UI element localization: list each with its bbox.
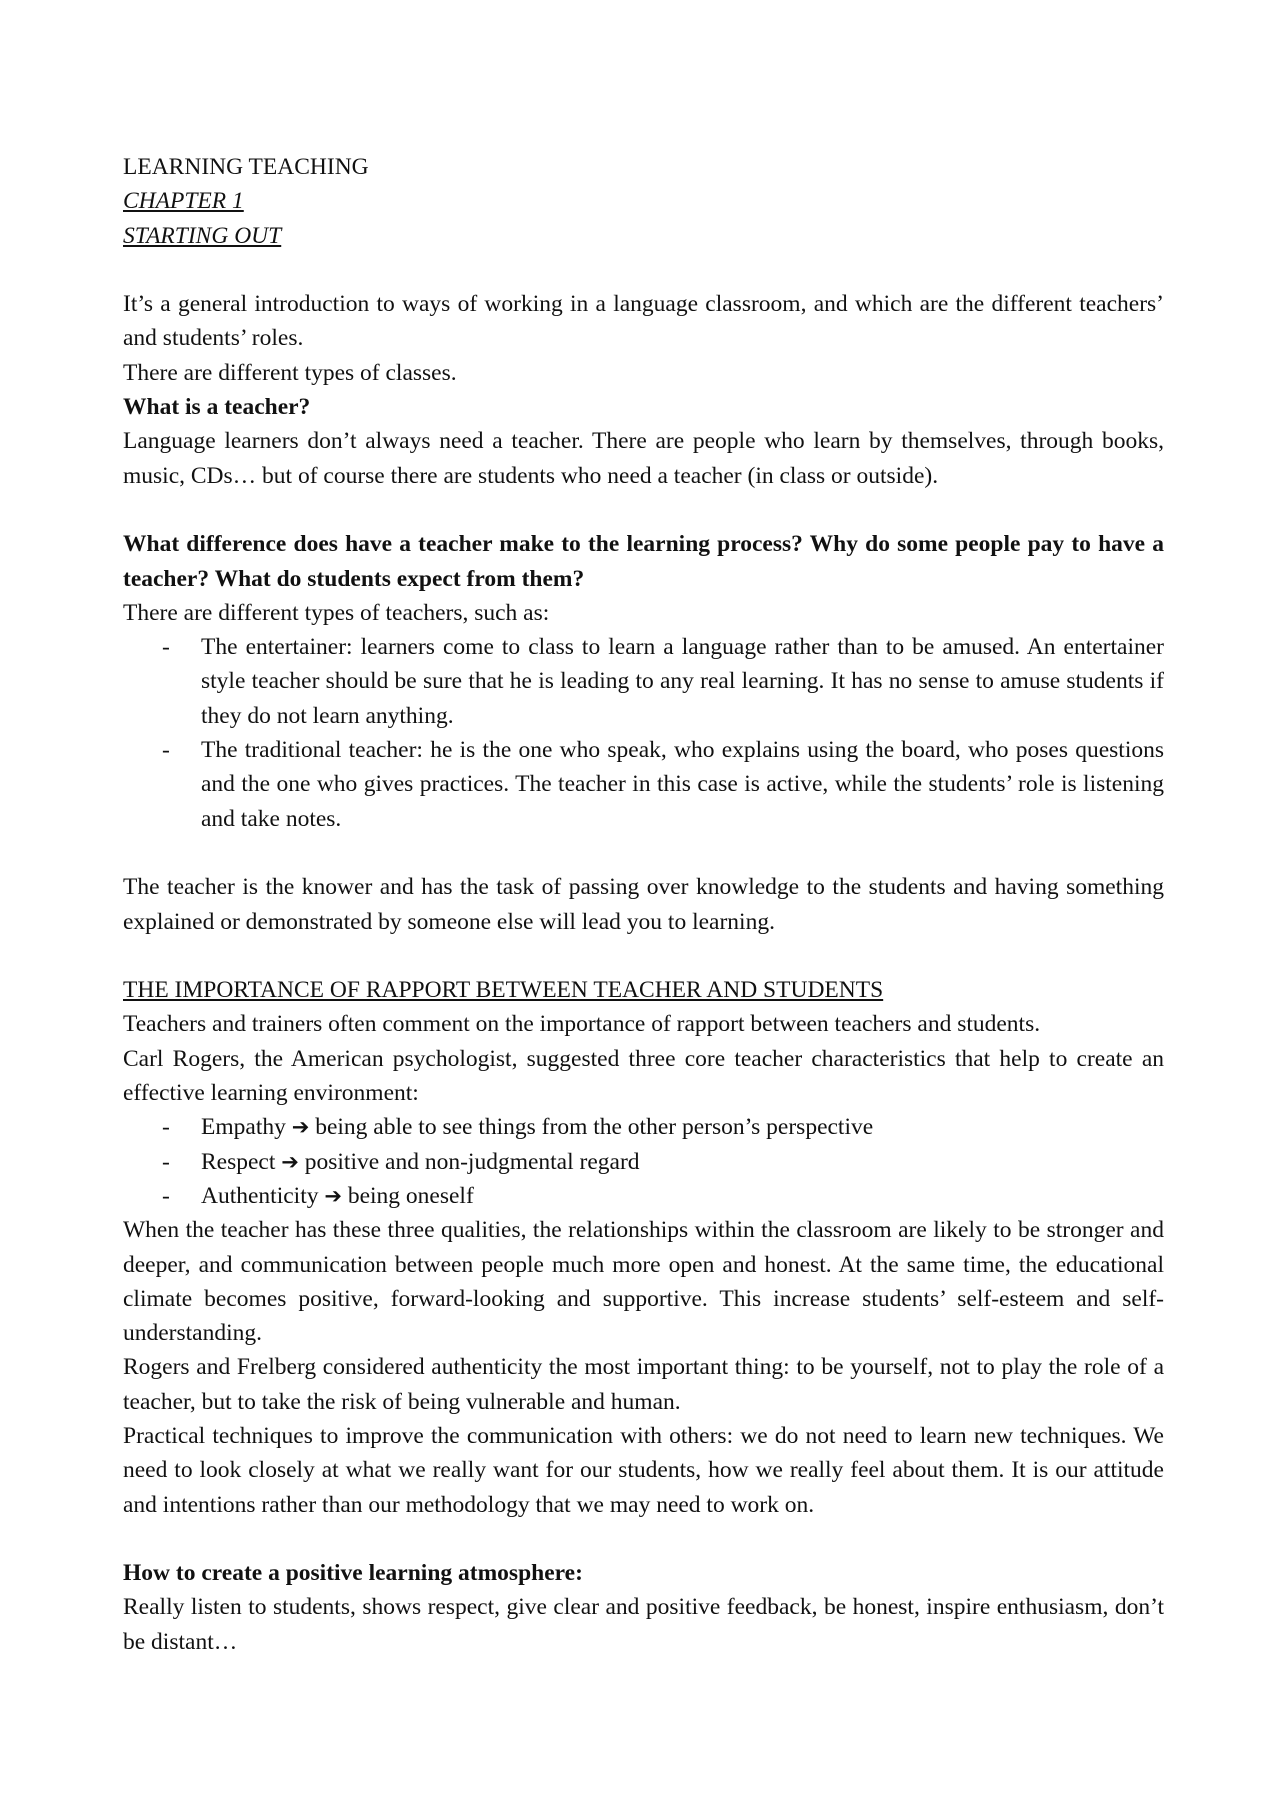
paragraph-rapport-2: Carl Rogers, the American psychologist, suggested three core teacher characteristics that help to create an effective learning environment: [123,1045,1164,1107]
dash-bullet: - [162,737,170,764]
list-item [123,1179,1164,1213]
dash-bullet: - [162,1114,170,1141]
paragraph-rapport-1: Teachers and trainers often comment on the importance of rapport between teachers and students. [123,1011,1041,1038]
dash-bullet: - [162,1148,170,1175]
paragraph-teacher-types-lead: There are different types of teachers, such as: [123,599,550,626]
characteristic-term: Authenticity [201,1182,319,1209]
list-item [123,630,1164,733]
heading-difference: What difference does have a teacher make to the learning process? Why do some people pay to have a teacher? What do students expect from them? [123,531,1164,592]
paragraph-rapport-4: Rogers and Frelberg considered authenticity the most important thing: to be yourself, not to play the role of a teacher, but to take the risk of being vulnerable and human. [123,1354,1164,1415]
blank-line [123,939,1164,973]
document-title: LEARNING TEACHING [123,154,369,180]
list-item [123,1110,1164,1144]
heading-rapport: THE IMPORTANCE OF RAPPORT BETWEEN TEACHER AND STUDENTS [123,977,884,1004]
list-item [123,733,1164,836]
intro-paragraph: It’s a general introduction to ways of working in a language classroom, and which are the different teachers’ and students’ roles. [123,291,1164,352]
list-item [123,1145,1164,1179]
paragraph-what-is-teacher: Language learners don’t always need a teacher. There are people who learn by themselves, through books, music, CDs… but of course there are students who need a teacher (in class or outside). [123,428,1164,489]
heading-atmosphere: How to create a positive learning atmosphere: [123,1560,583,1587]
blank-line [123,836,1164,870]
blank-line [123,253,1164,287]
arrow-right-icon: ➔ [324,1183,342,1208]
document-page [123,150,1164,1659]
list-item-text: The traditional teacher: he is the one who speak, who explains using the board, who poses questions and the one who gives practices. The teacher in this case is active, while the students’ role is listening and take notes. [201,737,1164,832]
arrow-right-icon: ➔ [291,1115,310,1140]
paragraph-rapport-5: Practical techniques to improve the communication with others: we do not need to learn new techniques. We need to look closely at what we really want for our students, how we really feel about them. It is our attitude and intentions rather than our methodology that we may need to work on. [123,1422,1164,1518]
paragraph-rapport-3: When the teacher has these three qualities, the relationships within the classroom are likely to be stronger and deeper, and communication between people much more open and honest. At the same time, the educational climate becomes positive, forward-looking and supportive. This increase students’ self-esteem and self-understanding. [123,1217,1164,1347]
chapter-label: CHAPTER 1 [123,188,244,215]
characteristic-term: Respect [201,1148,276,1175]
characteristic-desc: positive and non-judgmental regard [304,1148,640,1175]
list-item-text: The entertainer: learners come to class to learn a language rather than to be amused. An entertainer style teacher should be sure that he is leading to any real learning. It has no sense to amuse students if they do not learn anything. [201,634,1164,729]
intro-paragraph-2: There are different types of classes. [123,359,457,386]
heading-what-is-teacher: What is a teacher? [123,394,311,421]
arrow-right-icon: ➔ [281,1149,299,1174]
characteristics-list [123,1110,1164,1213]
teacher-types-list [123,630,1164,836]
paragraph-atmosphere: Really listen to students, shows respect, give clear and positive feedback, be honest, inspire enthusiasm, don’t be distant… [123,1594,1164,1655]
paragraph-knower: The teacher is the knower and has the task of passing over knowledge to the students and having something explained or demonstrated by someone else will lead you to learning. [123,874,1164,935]
blank-line [123,1522,1164,1556]
characteristic-term: Empathy [201,1114,286,1141]
dash-bullet: - [162,634,170,661]
section-label: STARTING OUT [123,222,282,249]
characteristic-desc: being oneself [347,1182,474,1209]
dash-bullet: - [162,1182,170,1209]
blank-line [123,493,1164,527]
characteristic-desc: being able to see things from the other person’s perspective [315,1114,874,1141]
